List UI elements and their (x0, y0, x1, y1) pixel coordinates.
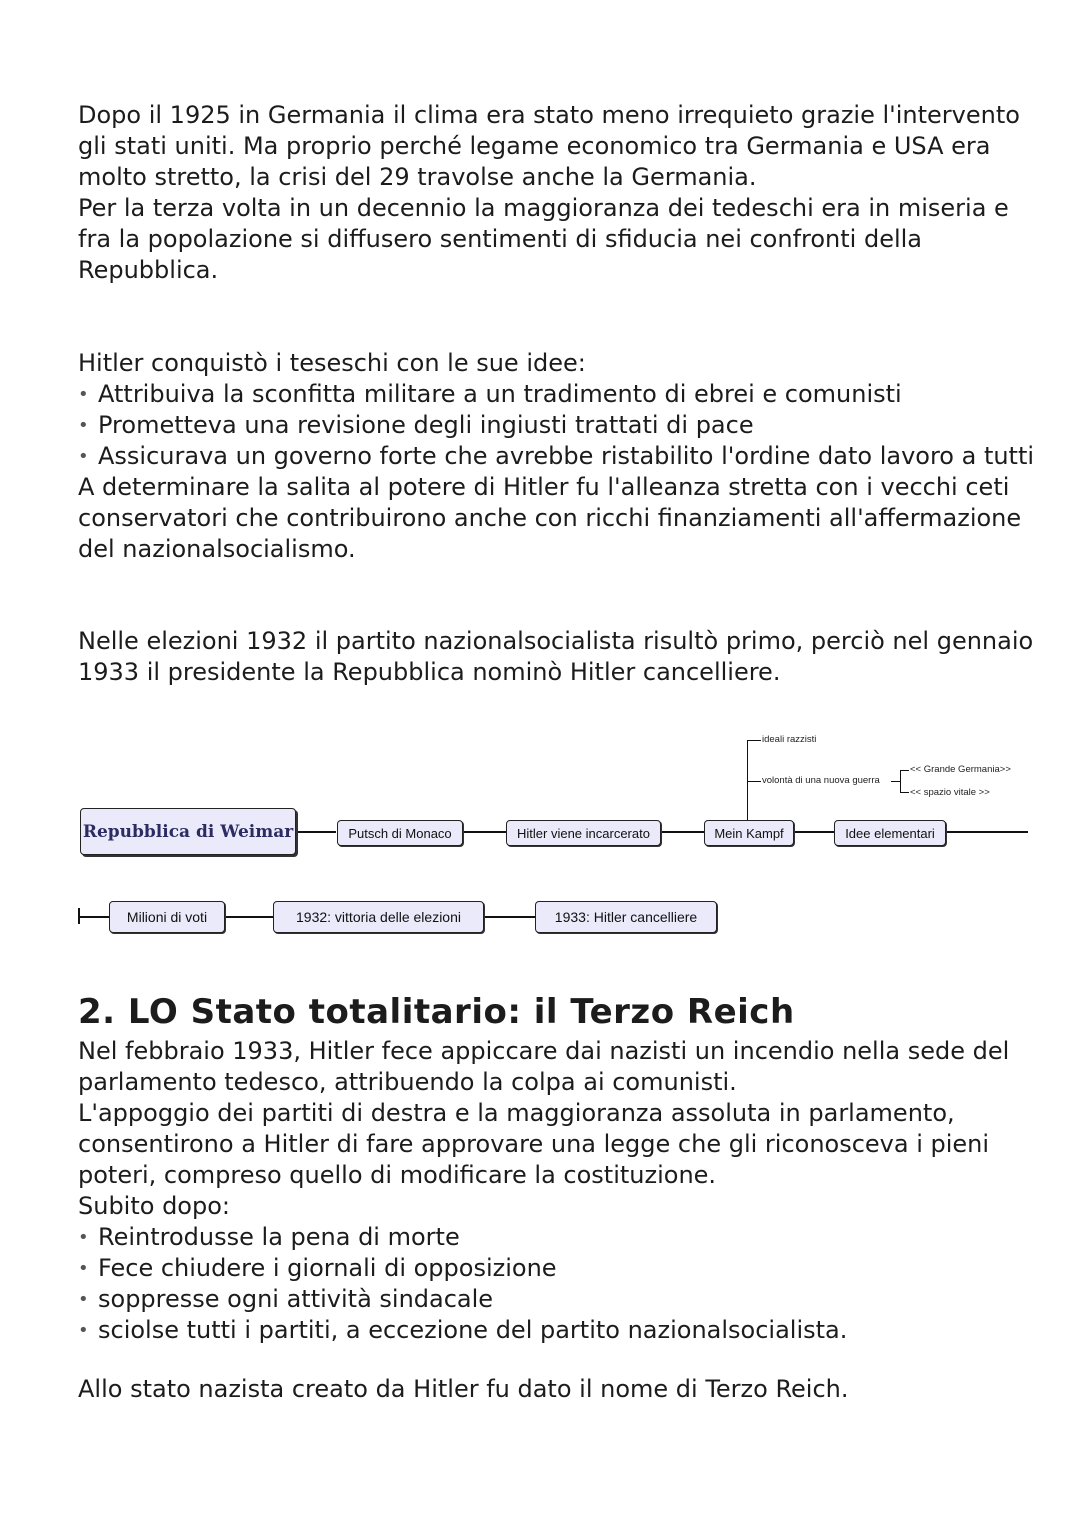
section2-paragraph-1: Nel febbraio 1933, Hitler fece appiccare dai nazisti un incendio nella sede del parlamento tedesco, attribuendo la colpa ai comunisti. (78, 1037, 1010, 1096)
list-item: • sciolse tutti i partiti, a eccezione del partito nazionalsocialista. (78, 1315, 1038, 1346)
concept-map (0, 720, 1080, 950)
list-item: • Fece chiudere i giornali di opposizione (78, 1253, 1038, 1284)
connector (661, 831, 704, 833)
sub-connector (900, 792, 909, 793)
node-hitler-incarcerato: Hitler viene incarcerato (506, 820, 661, 846)
closing-paragraph: Allo stato nazista creato da Hitler fu dato il nome di Terzo Reich. (78, 1375, 849, 1403)
intro-block (78, 100, 1038, 286)
intro-paragraph-1: Dopo il 1925 in Germania il clima era stato meno irrequieto grazie l'intervento gli stati uniti. Ma proprio perché legame economico tra Germania e USA era molto stretto, la crisi del 29 travolse anche la Germania. (78, 101, 1020, 191)
hitler-ideas-list (78, 379, 1038, 472)
sub-connector (900, 770, 909, 771)
section2-list (78, 1222, 1038, 1346)
elections-paragraph: Nelle elezioni 1932 il partito nazionalsocialista risultò primo, perciò nel gennaio 1933 il presidente la Repubblica nominò Hitler cancelliere. (78, 627, 1034, 686)
node-idee-elementari: Idee elementari (834, 820, 946, 846)
elections-block (78, 626, 1038, 688)
hitler-ideas-after: A determinare la salita al potere di Hitler fu l'alleanza stretta con i vecchi ceti conservatori che contribuirono anche con ricchi finanziamenti all'affermazione del nazionalsocialismo. (78, 473, 1022, 563)
closing-block (78, 1374, 1038, 1405)
connector (78, 916, 109, 918)
list-item: • soppresse ogni attività sindacale (78, 1284, 1038, 1315)
sub-connector (891, 781, 900, 782)
branch-connector (747, 740, 761, 741)
main-node-weimar: Repubblica di Weimar (80, 808, 296, 855)
section-title: 2. LO Stato totalitario: il Terzo Reich (78, 992, 795, 1032)
node-hitler-cancelliere: 1933: Hitler cancelliere (535, 901, 717, 933)
intro-paragraph-2: Per la terza volta in un decennio la maggioranza dei tedeschi era in miseria e fra la popolazione si diffusero sentimenti di sfiducia nei confronti della Repubblica. (78, 194, 1009, 284)
branch-connector (747, 781, 761, 782)
node-mein-kampf: Mein Kampf (704, 820, 794, 846)
node-milioni-voti: Milioni di voti (109, 901, 225, 933)
connector (484, 916, 535, 918)
sub-grande-germania: << Grande Germania>> (910, 764, 1011, 775)
connector (296, 831, 336, 833)
section2-block (78, 1036, 1038, 1346)
connector (463, 831, 506, 833)
connector (794, 831, 834, 833)
node-vittoria-elezioni: 1932: vittoria delle elezioni (273, 901, 484, 933)
sub-spazio-vitale: << spazio vitale >> (910, 787, 990, 798)
list-item: • Attribuiva la sconfitta militare a un tradimento di ebrei e comunisti (78, 379, 1038, 410)
connector-start (78, 908, 80, 924)
list-item: • Assicurava un governo forte che avrebbe ristabilito l'ordine dato lavoro a tutti (78, 441, 1038, 472)
branch-ideali-razzisti: ideali razzisti (762, 734, 817, 745)
sub-bracket (900, 770, 901, 792)
connector (225, 916, 273, 918)
list-item: • Prometteva una revisione degli ingiusti trattati di pace (78, 410, 1038, 441)
connector (946, 831, 1028, 833)
section2-lead: Subito dopo: (78, 1192, 230, 1220)
section2-paragraph-2: L'appoggio dei partiti di destra e la maggioranza assoluta in parlamento, consentirono a Hitler di fare approvare una legge che gli riconosceva i pieni poteri, compreso quello di modificare la costituzione. (78, 1099, 990, 1189)
hitler-ideas-block (78, 348, 1038, 565)
hitler-ideas-lead: Hitler conquistò i teseschi con le sue idee: (78, 349, 586, 377)
branch-nuova-guerra: volontà di una nuova guerra (762, 775, 880, 786)
list-item: • Reintrodusse la pena di morte (78, 1222, 1038, 1253)
node-putsch-monaco: Putsch di Monaco (337, 820, 463, 846)
